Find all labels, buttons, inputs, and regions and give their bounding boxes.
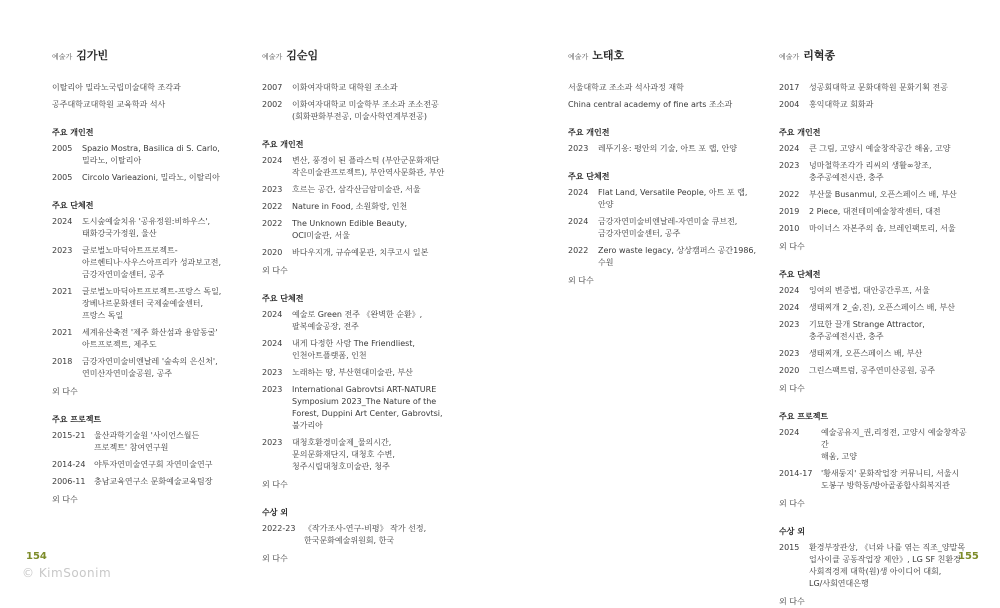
section-title: 수상 외	[262, 508, 288, 517]
career-section	[779, 526, 969, 608]
education-text: 홍익대학교 회화과	[809, 100, 874, 109]
career-entry	[568, 216, 758, 240]
career-entry	[779, 302, 969, 314]
entry-text: 변산, 풍경이 된 플라스틱 (부안군문화재단 작은미술관프로젝트), 부안역사문화관, 부안	[292, 156, 445, 177]
entry-year: 2024	[52, 217, 73, 226]
entry-year: 2022	[262, 202, 283, 211]
artist-column-kim-gabin	[52, 50, 242, 506]
entry-year: 2020	[779, 366, 800, 375]
entry-text: 예술로 Green 전주 《완벽한 순환》, 팔복예술공장, 전주	[292, 310, 423, 331]
entry-text: 생태찌개, 오픈스페이스 배, 부산	[809, 349, 923, 358]
career-entry	[52, 327, 242, 351]
entry-year: 2023	[779, 320, 800, 329]
entry-year: 2023	[779, 161, 800, 170]
entry-year: 2018	[52, 357, 73, 366]
career-entry	[779, 348, 969, 360]
entry-text: 대청호환경미술제_물의시간, 문의문화재단지, 대청호 수변, 청주시립대청호미술관, 청주	[292, 438, 395, 471]
entry-year: 2022	[779, 190, 800, 199]
entry-text: 그린스팩트럼, 공주연미산공원, 공주	[809, 366, 936, 375]
entry-year: 2005	[52, 144, 73, 153]
section-title: 주요 개인전	[52, 128, 94, 137]
career-entry	[52, 430, 242, 454]
section-title: 주요 프로젝트	[779, 412, 829, 421]
career-entry	[779, 365, 969, 377]
career-entry	[52, 459, 242, 471]
career-entry	[52, 245, 242, 281]
entry-text: 노래하는 땅, 부산현대미술관, 부산	[292, 368, 413, 377]
entry-year: 2010	[779, 224, 800, 233]
entry-text: Spazio Mostra, Basilica di S. Carlo, 밀라노, 이탈리아	[82, 144, 220, 165]
career-entry	[262, 155, 452, 179]
career-entry	[779, 319, 969, 343]
etc-note: 외 다수	[779, 242, 805, 251]
entry-text: 바다우지개, 규슈예문관, 치쿠고시 일본	[292, 248, 429, 257]
entry-year: 2021	[52, 287, 73, 296]
career-section	[262, 293, 452, 491]
education-text: 이화여자대학교 대학원 조소과	[292, 83, 398, 92]
entry-year: 2024	[779, 428, 800, 437]
career-section	[262, 139, 452, 277]
entry-text: Nature in Food, 소원화랑, 인천	[292, 202, 408, 211]
entry-year: 2023	[262, 438, 283, 447]
entry-year: 2005	[52, 173, 73, 182]
career-entry	[568, 143, 758, 155]
career-entry	[262, 367, 452, 379]
etc-note: 외 다수	[568, 276, 594, 285]
entry-year: 2023	[262, 385, 283, 394]
entry-year: 2015-21	[52, 431, 86, 440]
education-year: 2007	[262, 83, 283, 92]
etc-note: 외 다수	[779, 597, 805, 606]
artist-heading	[568, 50, 758, 68]
etc-note: 외 다수	[779, 499, 805, 508]
entry-text: 환경부장관상, 《너와 나를 엮는 직조_양말목 업사이클 공동작업장 제안》, LG SF 친환경 사회적경제 대학(원)생 아이디어 대회, LG/사회연대은행	[809, 543, 966, 588]
education-text: 이화여자대학교 미술학부 조소과 조소전공 (회화판화부전공, 미술사학연계부전공)	[292, 100, 439, 121]
etc-note: 외 다수	[779, 384, 805, 393]
entry-year: 2022	[568, 246, 589, 255]
section-title: 주요 단체전	[568, 172, 610, 181]
entry-text: 글로벌노마딕아트프로젝트-프랑스 독일, 장베나르문화센터 국제숲예술센터, 프랑스 독일	[82, 287, 222, 320]
career-section	[779, 127, 969, 253]
entry-year: 2023	[568, 144, 589, 153]
education-row	[262, 82, 452, 94]
career-entry	[779, 189, 969, 201]
artist-name: 김순임	[286, 49, 319, 62]
role-label: 예술가	[52, 53, 73, 61]
education-line: 공주대학교대학원 교육학과 석사	[52, 100, 166, 109]
artist-name: 김가빈	[76, 49, 109, 62]
career-entry	[779, 285, 969, 297]
education-year: 2004	[779, 100, 800, 109]
education-row	[262, 99, 452, 123]
section-title: 주요 개인전	[568, 128, 610, 137]
entry-text: The Unknown Edible Beauty, OCI미술관, 서울	[292, 219, 408, 240]
entry-year: 2024	[779, 303, 800, 312]
education-text: 성공회대학교 문화대학원 문화기획 전공	[809, 83, 949, 92]
career-entry	[262, 309, 452, 333]
career-entry	[779, 206, 969, 218]
education-year: 2017	[779, 83, 800, 92]
artist-column-noh-taeho	[568, 50, 758, 287]
career-section	[52, 127, 242, 184]
entry-year: 2006-11	[52, 477, 86, 486]
entry-text: 흐르는 공간, 삼각산금암미술관, 서울	[292, 185, 421, 194]
career-entry	[52, 216, 242, 240]
career-section	[52, 200, 242, 398]
entry-year: 2015	[779, 543, 800, 552]
copyright-watermark: © KimSoonim	[22, 566, 112, 580]
entry-year: 2023	[262, 368, 283, 377]
career-section	[52, 414, 242, 506]
entry-year: 2024	[262, 156, 283, 165]
entry-text: 잉여의 변증법, 대안공간루프, 서울	[809, 286, 930, 295]
career-entry	[52, 356, 242, 380]
entry-text: 마이너스 자본주의 숍, 브레인팩토리, 서울	[809, 224, 956, 233]
artist-heading	[779, 50, 969, 68]
entry-year: 2023	[52, 246, 73, 255]
education-block	[52, 82, 242, 111]
career-section	[779, 269, 969, 395]
role-label: 예술가	[568, 53, 589, 61]
career-entry	[52, 476, 242, 488]
career-entry	[262, 523, 452, 547]
entry-year: 2014-24	[52, 460, 86, 469]
education-row	[779, 99, 969, 111]
career-section	[568, 171, 758, 287]
entry-text: 《작가조사-연구-비평》 작가 선정, 한국문화예술위원회, 한국	[304, 524, 427, 545]
entry-text: 야투자연미술연구회 자연미술연구	[94, 460, 213, 469]
career-section	[262, 507, 452, 565]
career-entry	[262, 384, 452, 432]
entry-year: 2019	[779, 207, 800, 216]
education-line: 서울대학교 조소과 석사과정 재학	[568, 83, 684, 92]
entry-year: 2023	[262, 185, 283, 194]
career-section	[568, 127, 758, 155]
artist-heading	[262, 50, 452, 68]
etc-note: 외 다수	[52, 495, 78, 504]
education-year: 2002	[262, 100, 283, 109]
section-title: 주요 프로젝트	[52, 415, 102, 424]
entry-text: 글로벌노마딕아트프로젝트- 아르헨티나·사우스아프리카 성과보고전, 금강자연미술센터, 공주	[82, 246, 222, 279]
entry-text: 기묘한 끌개 Strange Attractor, 충주공예전시관, 충주	[809, 320, 925, 341]
education-block	[779, 82, 969, 111]
section-title: 주요 개인전	[262, 140, 304, 149]
entry-text: 도시숲예술치유 '공유정원:비하우스', 태화강국가정원, 울산	[82, 217, 211, 238]
entry-text: International Gabrovtsi ART-NATURE Symposium 2023_The Nature of the Forest, Duppini Art Center, Gabrovtsi, 불가리아	[292, 385, 443, 430]
career-section	[779, 411, 969, 510]
entry-year: 2022	[262, 219, 283, 228]
entry-text: 금강자연미술비엔날레 '숲속의 은신처', 연미산자연미술공원, 공주	[82, 357, 218, 378]
career-entry	[262, 201, 452, 213]
career-entry	[779, 223, 969, 235]
section-title: 수상 외	[779, 527, 805, 536]
entry-text: '황새둥지' 문화작업장 커뮤니티, 서울시 도봉구 방학동/방아골종합사회복지관	[821, 469, 960, 490]
role-label: 예술가	[262, 53, 283, 61]
education-block	[568, 82, 758, 111]
entry-text: Circolo Varieazioni, 밀라노, 이탈리아	[82, 173, 220, 182]
career-entry	[262, 218, 452, 242]
entry-year: 2022-23	[262, 524, 296, 533]
section-title: 주요 단체전	[262, 294, 304, 303]
entry-year: 2021	[52, 328, 73, 337]
entry-text: 부산물 Busanmul, 오픈스페이스 배, 부산	[809, 190, 957, 199]
artist-column-ri-hyukjong	[779, 50, 969, 608]
entry-text: 큰 그림, 고양시 예술창작공간 해움, 고양	[809, 144, 951, 153]
entry-year: 2024	[262, 310, 283, 319]
etc-note: 외 다수	[262, 554, 288, 563]
artist-name: 노태호	[592, 49, 625, 62]
education-line: China central academy of fine arts 조소과	[568, 100, 733, 109]
career-entry	[52, 172, 242, 184]
career-entry	[779, 468, 969, 492]
career-entry	[779, 427, 969, 463]
career-entry	[262, 184, 452, 196]
entry-year: 2024	[568, 217, 589, 226]
career-entry	[262, 247, 452, 259]
career-entry	[262, 437, 452, 473]
entry-year: 2020	[262, 248, 283, 257]
career-entry	[779, 542, 969, 590]
artist-name: 리혁종	[803, 49, 836, 62]
artist-heading	[52, 50, 242, 68]
page-number-left: 154	[26, 551, 47, 562]
entry-text: 2 Piece, 대전테미예술창작센터, 대전	[809, 207, 941, 216]
entry-text: 금강자연미술비엔날레-자연미술 큐브전, 금강자연미술센터, 공주	[598, 217, 738, 238]
entry-year: 2014-17	[779, 469, 813, 478]
career-entry	[52, 286, 242, 322]
entry-year: 2024	[779, 144, 800, 153]
entry-text: 세계유산축전 '제주 화산섬과 용암동굴' 아트프로젝트, 제주도	[82, 328, 218, 349]
education-line: 이탈리아 밀라노국립미술대학 조각과	[52, 83, 181, 92]
entry-text: Zero waste legacy, 상상캠퍼스 공간1986, 수원	[598, 246, 757, 267]
section-title: 주요 단체전	[779, 270, 821, 279]
entry-year: 2023	[779, 349, 800, 358]
career-entry	[52, 143, 242, 167]
entry-text: 충남교육연구소 문화예술교육팀장	[94, 477, 213, 486]
entry-text: 생태찌개 2_숨,진), 오픈스페이스 배, 부산	[809, 303, 955, 312]
entry-text: 예술공유지_권,리정전, 고양시 예술창작공간 해움, 고양	[821, 428, 967, 461]
career-entry	[262, 338, 452, 362]
entry-text: 내게 다정한 사람 The Friendliest, 인천아트플랫폼, 인천	[292, 339, 415, 360]
education-row	[779, 82, 969, 94]
entry-text: 넝마철학조각가 리씨의 생활∞창조, 충주공예전시관, 충주	[809, 161, 932, 182]
page-number-right: 155	[958, 551, 979, 562]
career-entry	[568, 187, 758, 211]
career-entry	[568, 245, 758, 269]
etc-note: 외 다수	[52, 387, 78, 396]
entry-text: 레뚜기옹: 평안의 기술, 아트 포 랩, 안양	[598, 144, 737, 153]
education-block	[262, 82, 452, 123]
section-title: 주요 개인전	[779, 128, 821, 137]
entry-text: Flat Land, Versatile People, 아트 포 랩, 안양	[598, 188, 748, 209]
entry-year: 2024	[262, 339, 283, 348]
entry-year: 2024	[779, 286, 800, 295]
entry-text: 울산과학기술원 '사이언스월든 프로젝트' 참여연구원	[94, 431, 200, 452]
artist-column-kim-soonim	[262, 50, 452, 565]
etc-note: 외 다수	[262, 266, 288, 275]
career-entry	[779, 160, 969, 184]
entry-year: 2024	[568, 188, 589, 197]
role-label: 예술가	[779, 53, 800, 61]
etc-note: 외 다수	[262, 480, 288, 489]
section-title: 주요 단체전	[52, 201, 94, 210]
career-entry	[779, 143, 969, 155]
